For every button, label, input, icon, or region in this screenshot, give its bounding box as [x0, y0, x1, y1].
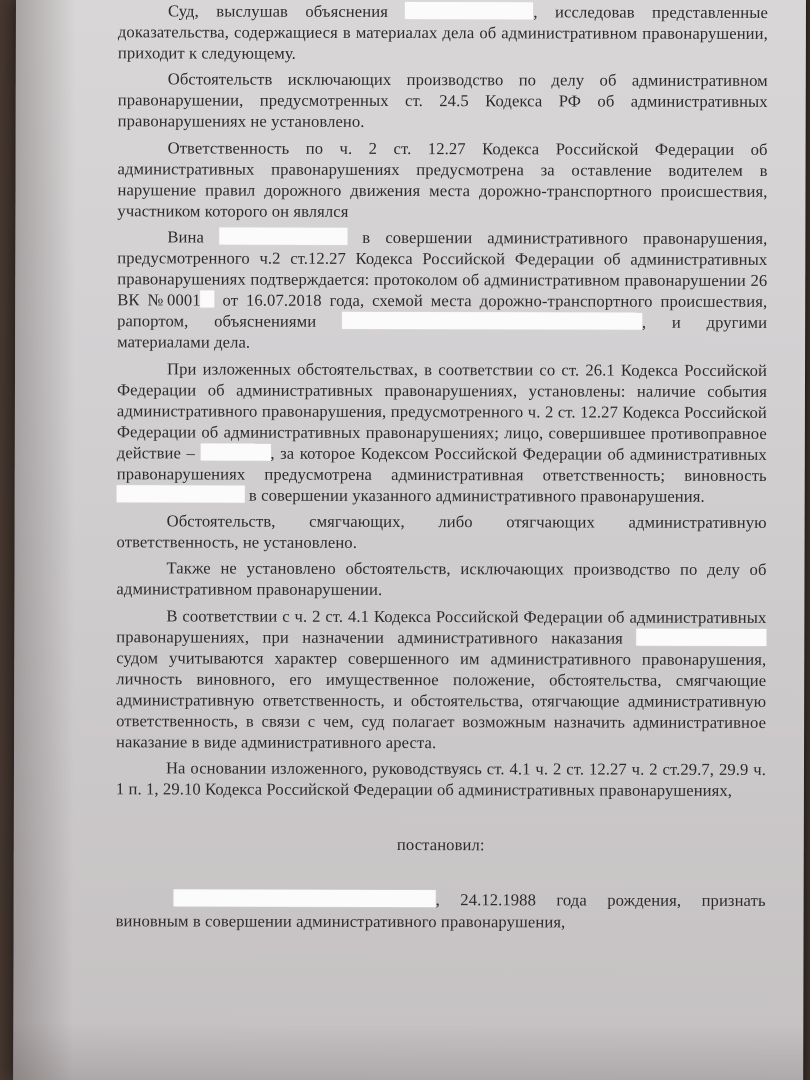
- document-text: [116, 0, 768, 932]
- paragraph-liability: Ответственность по ч. 2 ст. 12.27 Кодекса Российской Федерации об административных правонарушениях предусмотрена за оставление водителем в нарушение правил дорожного движения места дорожно-транспортного происшествия, участником которого он являлся: [117, 137, 768, 221]
- paragraph-court-heard: Суд, выслушав объяснения , исследовав представленные доказательства, содержащиеся в материалах дела об административном правонарушении, приходит к следующему.: [117, 1, 768, 63]
- page-fold-shadow: [13, 0, 76, 1080]
- paragraph-legal-basis: На основании изложенного, руководствуясь ст. 4.1 ч. 2 ст. 12.27 ч. 2 ст.29.7, 29.9 ч. 1 п. 1, 29.10 Кодекса Российской Федерации об административных правонарушениях,: [115, 758, 767, 801]
- redacted-names: [342, 312, 642, 330]
- paragraph-punishment: В соответствии с ч. 2 ст. 4.1 Кодекса Российской Федерации об административных правонарушениях, при назначении административного наказания судом учитываются характер совершенного им административного правонарушения, личность виновного, его имущественное положение, обстоятельства, смягчающие административную ответственность, и обстоятельства, отягчающие административную ответственность, в связи с чем, суд полагает возможным назначить административное наказание в виде административного ареста.: [116, 605, 767, 753]
- paragraph-circumstances: При изложенных обстоятельствах, в соответствии со ст. 26.1 Кодекса Российской Федерации об административных правонарушениях, установлены: наличие события административного правонарушения, предусмотренного ч. 2 ст. 12.27 Кодекса Российской Федерации об административных правонарушениях; лицо, совершившее противоправное действие – , за которое Кодексом Российской Федерации об административных правонарушениях предусмотрена административная ответственность; виновность в совершении указанного административного правонарушения.: [116, 358, 768, 506]
- resolution-title: постановил:: [396, 835, 485, 855]
- paragraph-ruling: , 24.12.1988 года рождения, признать виновным в совершении административного правонарушения,: [115, 890, 766, 932]
- redacted-name: [636, 628, 766, 645]
- paragraph-no-exclusion-circumstances: Также не установлено обстоятельств, исключающих производство по делу об административном правонарушении.: [116, 558, 767, 600]
- document-page: [13, 0, 806, 1080]
- redacted-name: [219, 227, 347, 244]
- photo-shadow: [13, 1022, 803, 1080]
- redacted-name: [174, 890, 436, 908]
- redacted-name: [405, 2, 533, 19]
- paragraph-no-exclusions: Обстоятельств исключающих производство по делу об административном правонарушении, предусмотренных ст. 24.5 Кодекса РФ об административных правонарушениях не установлено.: [117, 69, 768, 132]
- paragraph-no-mitigating: Обстоятельств, смягчающих, либо отягчающих административную ответственность, не установлено.: [116, 511, 767, 553]
- redacted-number: [201, 291, 215, 308]
- redacted-name: [117, 485, 245, 502]
- redacted-name: [200, 443, 270, 460]
- paragraph-guilt: Вина в совершении административного правонарушения, предусмотренного ч.2 ст.12.27 Кодекса Российской Федерации об административных правонарушениях подтверждается: протоколом об административном правонарушении 26 ВК №0001 от 16.07.2018 года, схемой места дорожно-транспортного происшествия, рапортом, объяснениями , и другими материалами дела.: [117, 227, 768, 353]
